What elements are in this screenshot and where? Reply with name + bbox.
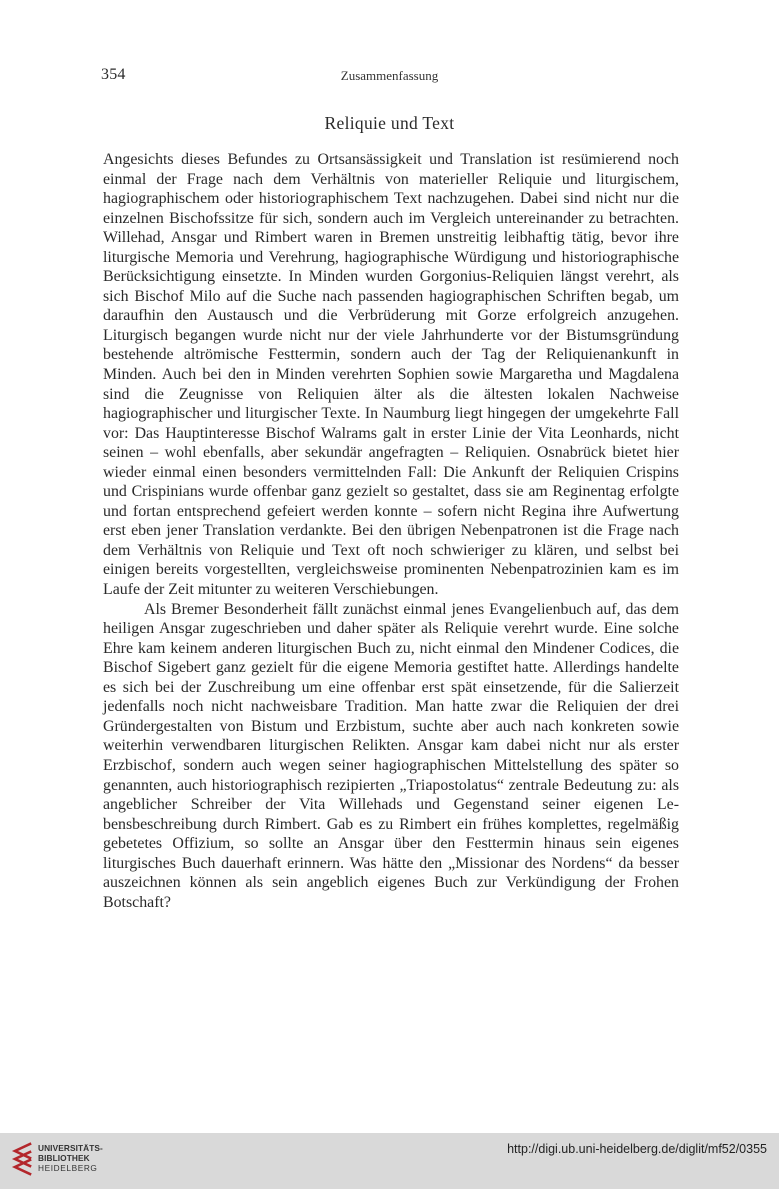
logo-line-2: BIBLIOTHEK xyxy=(38,1153,90,1163)
university-library-logo-icon xyxy=(10,1139,32,1179)
paragraph-2: Als Bremer Besonderheit fällt zunächst einmal jenes Evangelienbuch auf, das dem heiligen Ansgar zugeschrieben und daher später als Reliquie verehrt wurde. Eine solche Ehre kam keinem anderen liturgischen Buch zu, nicht einmal den Mindener Codices, die Bischof Sigebert ganz gezielt für die eigene Memoria gestiftet hatte. Allerdings handelte es sich bei der Zuschreibung um eine offenbar erst spät einsetzende, für die Salierzeit jedenfalls noch nicht nachweisbare Tradition. Man hatte zwar die Reliquien der drei Gründergestalten von Bistum und Erzbistum, suchte aber auch nach konkreten sowie weiterhin verwendbaren liturgischen Relikten. Ansgar kam dabei nicht nur als erster Erzbischof, sondern auch wegen seiner hagiographischen Mittelstellung des später so genannten, auch historiographisch rezipierten „Triapostolatus“ zentrale Bedeutung zu: als angeblicher Schreiber der Vita Willehads und Gegenstand seiner eigenen Lebensbeschreibung durch Rimbert. Gab es zu Rimbert ein frühes komplettes, regelmäßig gebetetes Offizium, so sollte an Ansgar über den Festtermin hinaus sein eigenes liturgisches Buch dauerhaft erinnern. Was hätte den „Missionar des Nordens“ da besser auszeichnen können als sein angeblich eigenes Buch zur Verkündigung der Frohen Botschaft? xyxy=(103,600,679,911)
body-text xyxy=(103,150,679,912)
logo-line-1: UNIVERSITÄTS- xyxy=(38,1143,103,1153)
page-number: 354 xyxy=(101,66,126,83)
permalink-url[interactable]: http://digi.ub.uni-heidelberg.de/diglit/mf52/0355 xyxy=(507,1142,767,1156)
section-title: Reliquie und Text xyxy=(324,113,455,133)
running-head: Zusammenfassung xyxy=(340,68,439,83)
library-logo-text xyxy=(38,1143,103,1173)
paragraph-1: Angesichts dieses Befundes zu Ortsansässigkeit und Translation ist resümierend noch einmal der Frage nach dem Verhältnis von materieller Reliquie und liturgischem, hagiographischem oder historiographischem Text nachzugehen. Dabei sind nicht nur die einzelnen Bischofssitze für sich, sondern auch im Vergleich untereinander zu betrachten. Willehad, Ansgar und Rimbert waren in Bremen unstreitig leibhaftig tätig, bevor ihre liturgische Memoria und Verehrung, hagiographische Würdigung und historiographische Berücksichtigung einsetzte. In Minden wurden Gorgonius-Reliquien längst verehrt, als sich Bischof Milo auf die Suche nach passenden hagiographischen Schriften begab, um daraufhin den Austausch und die Verbrüderung mit Gorze erfolgreich anzugehen. Liturgisch begangen wurde nicht nur der viele Jahrhunderte vor der Bistumsgründung bestehende altrömische Festtermin, sondern auch der Tag der Reliquienankunft in Minden. Auch bei den in Minden verehrten Sophien sowie Margaretha und Magdalena sind die Zeugnisse von Reliquien älter als die ältesten lokalen Nachweise hagiographischer und liturgischer Texte. In Naumburg liegt hingegen der umgekehrte Fall vor: Das Hauptinteresse Bischof Walrams galt in erster Linie der Vita Leonhards, nicht seinen – wohl ebenfalls, aber sekundär angefragten – Reliquien. Osnabrück bietet hier wieder einmal einen besonders vermittelnden Fall: Die Ankunft der Reliquien Crispins und Crispinians wurde offenbar ganz gezielt so gestaltet, dass sie am Reginentag erfolgte und fortan entsprechend gefeiert werden konnte – sofern nicht Regina ihre Aufwertung erst eben jener Translation verdankte. Bei den übrigen Nebenpatronen ist die Frage nach dem Verhältnis von Reliquie und Text oft noch schwieriger zu klären, und selbst bei einigen bereits vorgestellten, vergleichsweise prominenten Nebenpatrozinien kam es im Laufe der Zeit mitunter zu weiteren Verschiebungen. xyxy=(103,151,679,599)
logo-line-3: HEIDELBERG xyxy=(38,1163,98,1173)
